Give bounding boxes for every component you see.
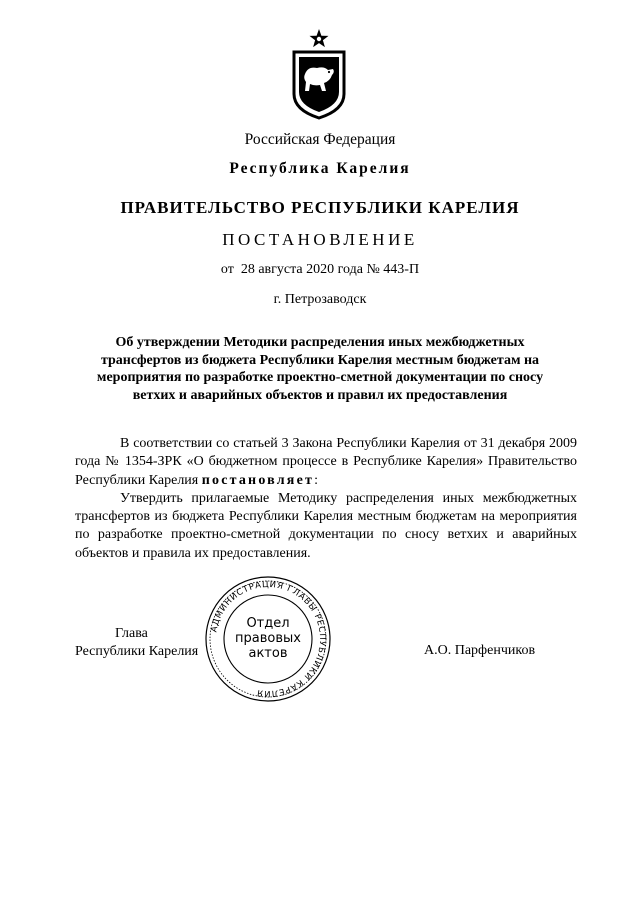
paragraph-1-text: В соответствии со статьей 3 Закона Республики Карелия от 31 декабря 2009 года № 1354-ЗРК «О бюджетном процессе в Республике Карелия» Правительство Республики Карелия (75, 436, 577, 488)
paragraph-1-end: : (314, 472, 318, 488)
date-and-number: от 28 августа 2020 года № 443-П (220, 262, 420, 277)
government-title: ПРАВИТЕЛЬСТВО РЕСПУБЛИКИ КАРЕЛИЯ (120, 198, 520, 217)
stamp-line-2: правовых (235, 631, 301, 646)
stamp-line-1: Отдел (246, 616, 290, 631)
republic-name: Республика Карелия (229, 160, 411, 177)
document-title: Об утверждении Методики распределения иных межбюджетных трансфертов из бюджета Республики Карелия местным бюджетам на мероприятия по разработке проектно-сметной документации по сносу ветхих и аварийных объектов и правил их предоставления (96, 335, 544, 403)
stamp-ring-text: АДМИНИСТРАЦИЯ ГЛАВЫ РЕСПУБЛИКИ КАРЕЛИЯ (209, 579, 328, 699)
country-name: Российская Федерация (244, 131, 396, 148)
city: г. Петрозаводск (273, 292, 367, 307)
document-type: ПОСТАНОВЛЕНИЕ (222, 230, 418, 249)
signature-position (75, 625, 198, 661)
position-line-1: Глава (115, 626, 148, 641)
resolves-word: постановляет (201, 472, 315, 488)
paragraph-1 (75, 435, 577, 490)
official-stamp (203, 574, 333, 704)
stamp-line-3: актов (248, 646, 288, 661)
document-body (75, 435, 577, 563)
position-line-2: Республики Карелия (75, 644, 199, 659)
paragraph-2: Утвердить прилагаемые Методику распределения иных межбюджетных трансфертов из бюджета Республики Карелия местным бюджетам на мероприятия по разработке проектно-сметной документации по сносу ветхих и аварийных объектов и правила их предоставления. (75, 490, 577, 561)
signer-name: А.О. Парфенчиков (424, 643, 536, 658)
coat-of-arms-icon (288, 28, 350, 120)
